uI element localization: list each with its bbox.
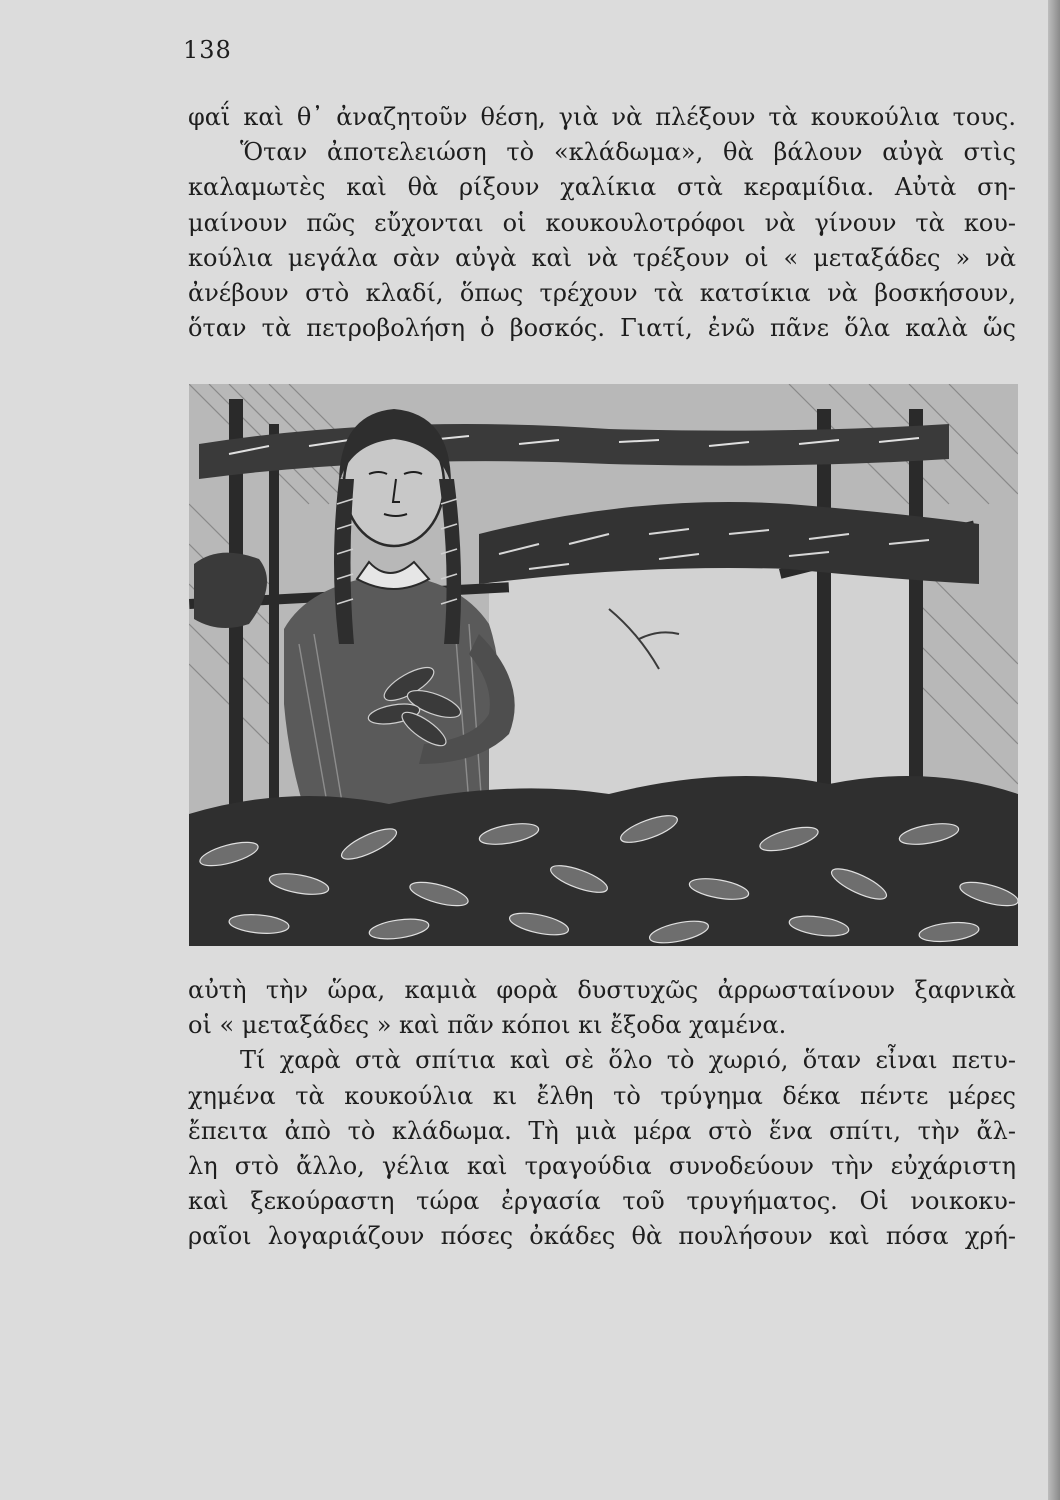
text-line: ραῖοι λογαριάζουν πόσες ὀκάδες θὰ πουλήσουν καὶ πόσα χρή- (188, 1222, 1016, 1251)
text-line: ὅταν τὰ πετροβολήση ὁ βοσκός. Γιατί, ἐνῶ πᾶνε ὅλα καλὰ ὥς (188, 314, 1016, 343)
text-line: Τί χαρὰ στὰ σπίτια καὶ σὲ ὅλο τὸ χωριό, ὅταν εἶναι πετυ- (240, 1046, 1016, 1075)
page-number: 138 (183, 36, 232, 64)
text-line: φαΐ καὶ θ᾽ ἀναζητοῦν θέση, γιὰ νὰ πλέξουν τὰ κουκούλια τους. (188, 103, 1016, 131)
text-line: λη στὸ ἄλλο, γέλια καὶ τραγούδια συνοδεύουν τὴν εὐχάριστη (188, 1151, 1016, 1180)
text-line: ἀνέβουν στὸ κλαδί, ὅπως τρέχουν τὰ κατσίκια νὰ βοσκήσουν, (188, 278, 1016, 307)
text-line: καὶ ξεκούραστη τώρα ἐργασία τοῦ τρυγήματος. Οἱ νοικοκυ- (188, 1187, 1016, 1216)
text-line: κούλια μεγάλα σὰν αὐγὰ καὶ νὰ τρέξουν οἱ « μεταξάδες » νὰ (188, 243, 1016, 272)
paragraph-bottom (188, 973, 1016, 1255)
paragraph-top (188, 100, 1016, 346)
woodcut-illustration (189, 384, 1018, 946)
text-line: μαίνουν πῶς εὔχονται οἱ κουκουλοτρόφοι νὰ γίνουν τὰ κου- (188, 208, 1016, 237)
text-line: Ὅταν ἀποτελειώση τὸ «κλάδωμα», θὰ βάλουν αὐγὰ στὶς (240, 138, 1016, 167)
leaf-pile (189, 776, 1018, 946)
text-line: ἔπειτα ἀπὸ τὸ κλάδωμα. Τὴ μιὰ μέρα στὸ ἕνα σπίτι, τὴν ἄλ- (188, 1116, 1016, 1145)
text-line: καλαμωτὲς καὶ θὰ ρίξουν χαλίκια στὰ κεραμίδια. Αὐτὰ ση- (188, 173, 1016, 202)
text-line: οἱ « μεταξάδες » καὶ πᾶν κόποι κι ἔξοδα χαμένα. (188, 1011, 787, 1040)
page-edge (1048, 0, 1060, 1500)
text-line: αὐτὴ τὴν ὥρα, καμιὰ φορὰ δυστυχῶς ἀρρωσταίνουν ξαφνικὰ (188, 976, 1016, 1004)
text-line: χημένα τὰ κουκούλια κι ἔλθη τὸ τρύγημα δέκα πέντε μέρες (188, 1081, 1016, 1110)
